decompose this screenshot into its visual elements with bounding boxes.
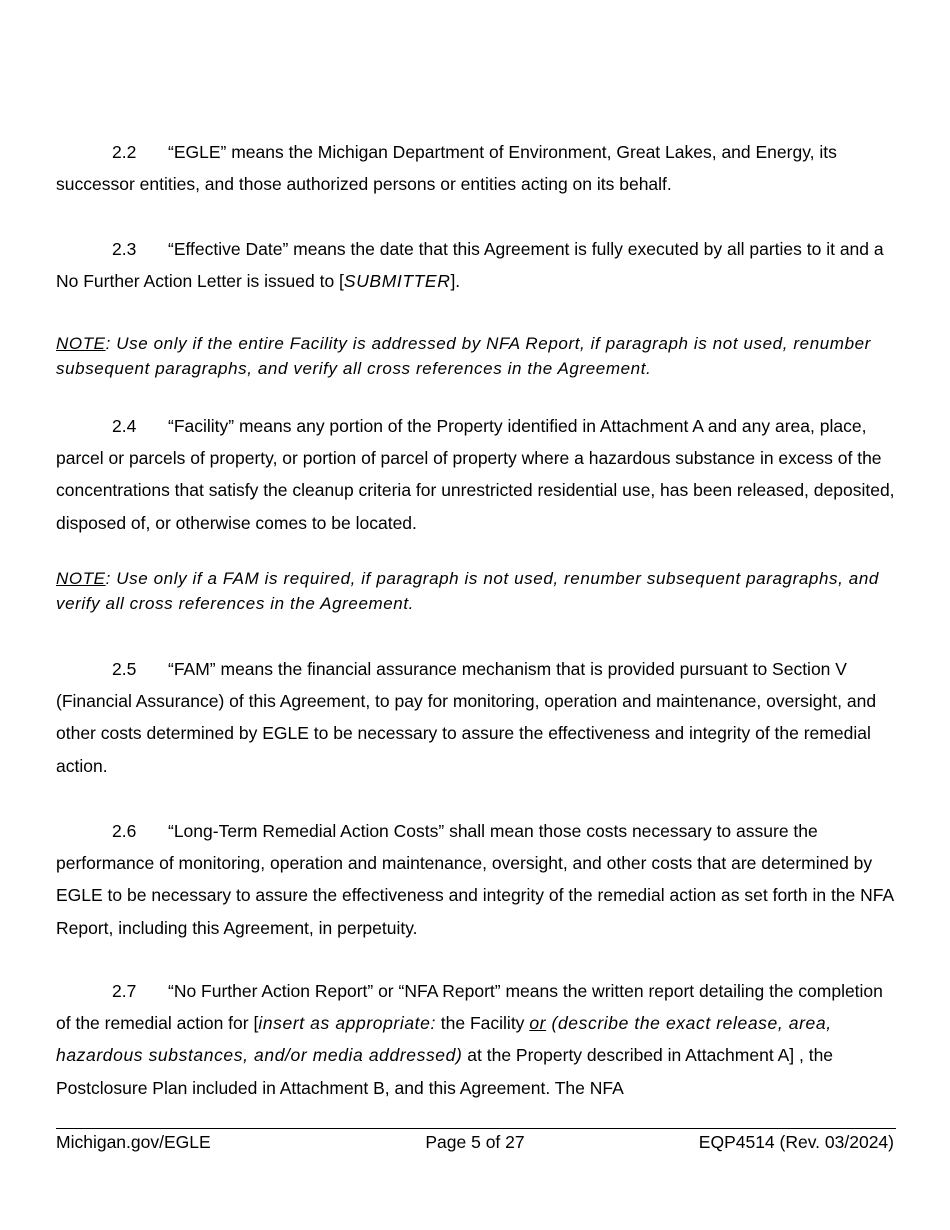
note-label: NOTE bbox=[56, 569, 106, 588]
paragraph-2-6 bbox=[56, 815, 896, 944]
note-facility bbox=[56, 332, 896, 381]
paragraph-text-mid: the Facility bbox=[435, 1013, 530, 1034]
paragraph-text: “Facility” means any portion of the Property identified in Attachment A and any area, place, parcel or parcels of property, or portion of parcel of property where a hazardous substance in excess of the concentrations that satisfy the cleanup criteria for unrestricted residential use, has been released, deposited, disposed of, or otherwise comes to be located. bbox=[56, 416, 895, 533]
note-text: : Use only if the entire Facility is addressed by NFA Report, if paragraph is not used, renumber subsequent paragraphs, and verify all cross references in the Agreement. bbox=[56, 334, 871, 378]
paragraph-text: “FAM” means the financial assurance mechanism that is provided pursuant to Section V (Financial Assurance) of this Agreement, to pay for monitoring, operation and maintenance, oversight, and other costs determined by EGLE to be necessary to assure the effectiveness and integrity of the remedial action. bbox=[56, 659, 877, 776]
paragraph-number: 2.6 bbox=[112, 821, 137, 841]
insert-instruction: insert as appropriate: bbox=[258, 1013, 436, 1034]
paragraph-text: “Effective Date” means the date that this Agreement is fully executed by all parties to it and a No Further Action Letter is issued to [ bbox=[56, 239, 884, 292]
paragraph-text: “EGLE” means the Michigan Department of Environment, Great Lakes, and Energy, its successor entities, and those authorized persons or entities acting on its behalf. bbox=[56, 142, 837, 195]
submitter-placeholder: SUBMITTER bbox=[343, 271, 451, 292]
paragraph-text-end: at the Property described in Attachment A] , the Postclosure Plan included in Attachment B, and this Agreement. The NFA bbox=[56, 1045, 834, 1098]
note-fam bbox=[56, 567, 896, 616]
footer-website: Michigan.gov/EGLE bbox=[56, 1132, 211, 1152]
paragraph-number: 2.2 bbox=[112, 142, 137, 162]
paragraph-number: 2.5 bbox=[112, 659, 137, 679]
note-text: : Use only if a FAM is required, if paragraph is not used, renumber subsequent paragraphs, and verify all cross references in the Agreement. bbox=[56, 569, 879, 613]
paragraph-2-7 bbox=[56, 975, 896, 1104]
paragraph-2-4 bbox=[56, 410, 896, 539]
or-instruction: or bbox=[529, 1013, 547, 1034]
footer-divider bbox=[56, 1128, 896, 1129]
paragraph-number: 2.7 bbox=[112, 981, 137, 1001]
paragraph-text: “Long-Term Remedial Action Costs” shall mean those costs necessary to assure the performance of monitoring, operation and maintenance, oversight, and other costs that are determined by EGLE to be necessary to assure the effectiveness and integrity of the remedial action as set forth in the NFA Report, including this Agreement, in perpetuity. bbox=[56, 821, 894, 938]
paragraph-2-5 bbox=[56, 653, 896, 782]
paragraph-number: 2.4 bbox=[112, 416, 137, 436]
footer-page-number: Page 5 of 27 bbox=[425, 1132, 525, 1152]
describe-instruction: (describe the exact release, area, hazardous substances, and/or media addressed) bbox=[56, 1013, 832, 1066]
paragraph-text: “No Further Action Report” or “NFA Report” means the written report detailing the completion of the remedial action for [ bbox=[56, 981, 883, 1034]
paragraph-2-3 bbox=[56, 233, 896, 297]
paragraph-number: 2.3 bbox=[112, 239, 137, 259]
paragraph-text-end: ]. bbox=[450, 271, 461, 292]
paragraph-2-2 bbox=[56, 136, 896, 200]
footer-form-number: EQP4514 (Rev. 03/2024) bbox=[698, 1132, 894, 1152]
note-label: NOTE bbox=[56, 334, 106, 353]
